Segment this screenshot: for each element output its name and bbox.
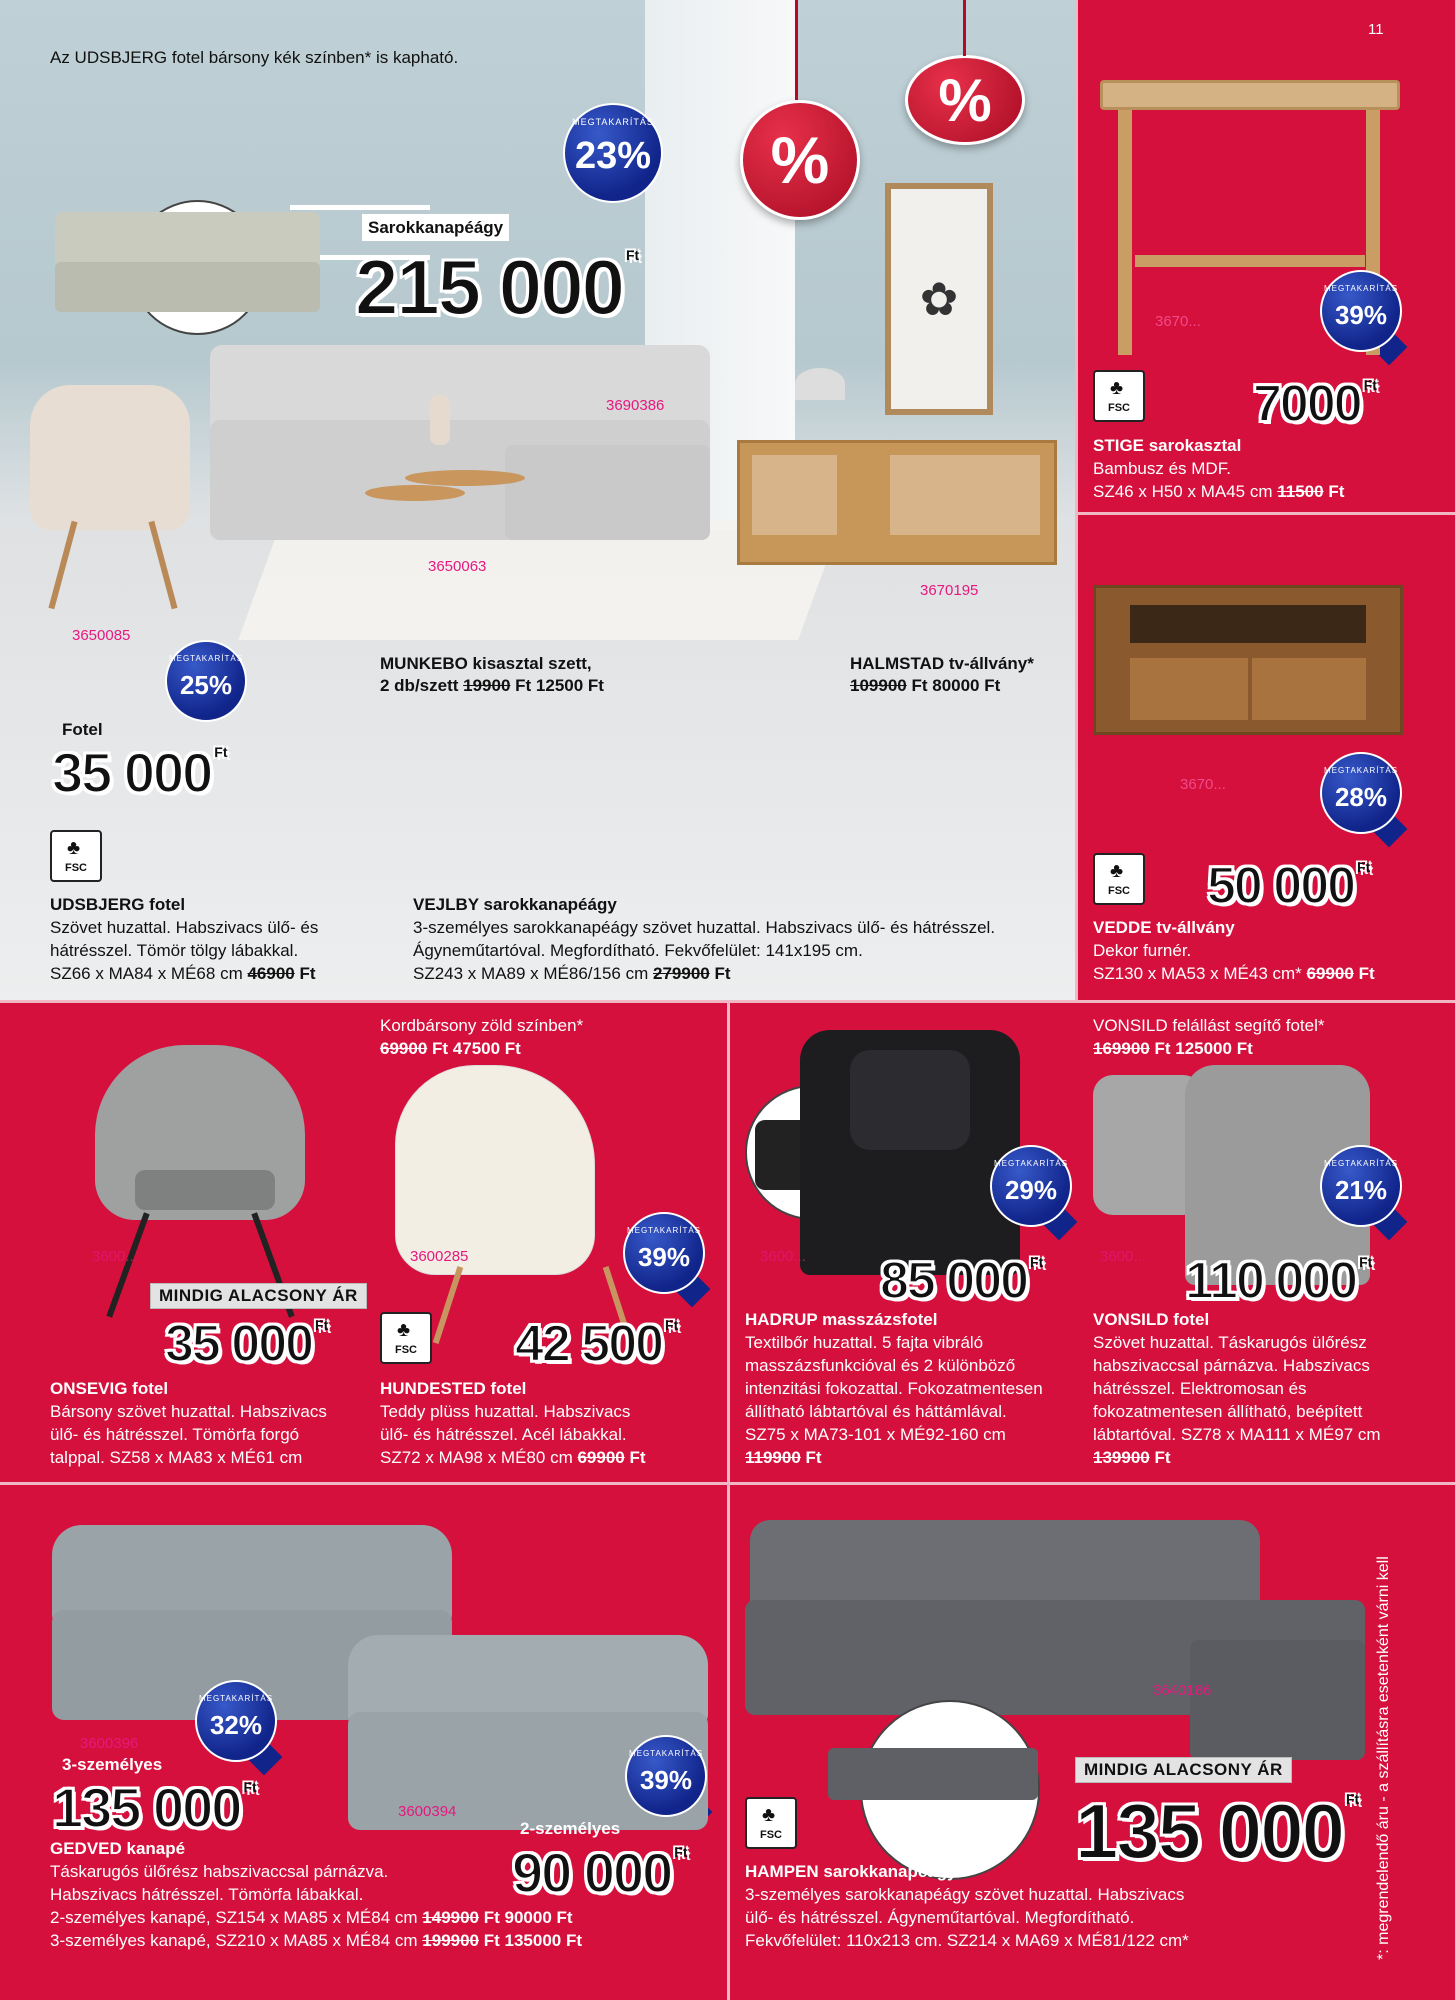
- sku: 3640186: [1153, 1682, 1212, 1699]
- hundested-dims: SZ72 x MA98 x MÉ80 cm 69900 Ft: [380, 1448, 646, 1467]
- fsc-logo: ♣ FSC: [50, 830, 102, 882]
- rattan-door: [752, 455, 837, 535]
- hadrup-headrest: [850, 1050, 970, 1150]
- badge-label: MEGTAKARÍTÁS: [572, 117, 654, 127]
- sofa-chaise: [505, 445, 710, 540]
- hadrup-desc: állítható lábtartóval és háttámlával.: [745, 1402, 1007, 1421]
- udsbjerg-name: UDSBJERG fotel: [50, 895, 186, 914]
- gedved-row-3seat: 3-személyes kanapé, SZ210 x MA85 x MÉ84 cm 199900 Ft 135000 Ft: [50, 1931, 583, 1950]
- flower-icon: ✿: [891, 189, 987, 409]
- hadrup-price: 85 000 $^{Ft}$: [880, 1252, 1044, 1310]
- halmstad-name: HALMSTAD tv-állvány*: [850, 654, 1034, 673]
- vedde-discount-badge: [1320, 752, 1402, 834]
- tag-string: [795, 0, 798, 100]
- gedved3-discount-badge: [195, 1680, 277, 1762]
- vedde-shelf: [1130, 605, 1366, 643]
- sofabed-label: Sarokkanapéágy: [362, 214, 509, 241]
- stige-dims: SZ46 x H50 x MA45 cm 11500 Ft: [1093, 482, 1345, 501]
- hundested-note: Kordbársony zöld színben*: [380, 1016, 584, 1035]
- vonsild-discount-badge: [1320, 1145, 1402, 1227]
- vonsild-note-price: 169900 Ft 125000 Ft: [1093, 1039, 1253, 1058]
- hundested-chair-shape: [395, 1065, 595, 1275]
- sku: 3650063: [428, 558, 487, 575]
- rattan-door: [890, 455, 1040, 535]
- percent-tag: [740, 100, 860, 220]
- tree-icon: ♣: [1110, 860, 1124, 882]
- gedved-name: GEDVED kanapé: [50, 1839, 186, 1858]
- vedde-desc: Dekor furnér.: [1093, 941, 1192, 960]
- chair-label: Fotel: [62, 720, 103, 739]
- fsc-logo: ♣ FSC: [745, 1797, 797, 1849]
- hundested-note-price: 69900 Ft 47500 Ft: [380, 1039, 521, 1058]
- vedde-price: 50 000 $^{Ft}$: [1207, 857, 1371, 915]
- badge-value: 21%: [1334, 1175, 1388, 1205]
- coffee-table: [405, 470, 525, 486]
- gedved2-price: 90 000 $^{Ft}$: [512, 1841, 688, 1904]
- badge-label: MEGTAKARÍTÁS: [1323, 766, 1399, 775]
- hampen-desc: ülő- és hátrésszel. Ágyneműtartóval. Megfordítható.: [745, 1908, 1135, 1927]
- badge-label: MEGTAKARÍTÁS: [626, 1226, 702, 1235]
- chair-leg: [106, 1212, 149, 1317]
- hampen-chaise: [1190, 1640, 1365, 1760]
- wall-shelf: [290, 205, 430, 210]
- badge-label: MEGTAKARÍTÁS: [1323, 1159, 1399, 1168]
- sku: 3600394: [398, 1803, 457, 1820]
- vejlby-desc: 3-személyes sarokkanapéágy szövet huzattal. Habszivacs ülő- és hátrésszel.: [413, 918, 996, 937]
- divider: [0, 1482, 1455, 1485]
- tree-icon: ♣: [67, 837, 81, 859]
- gedved-desc: Habszivacs hátrésszel. Tömörfa lábakkal.: [50, 1885, 364, 1904]
- gedved2-discount-badge: [625, 1735, 707, 1817]
- sku: 3600...: [92, 1248, 138, 1265]
- stige-name: STIGE sarokasztal: [1093, 436, 1242, 455]
- hero-room-photo: [0, 0, 1075, 1000]
- sku: 3600396: [80, 1735, 139, 1752]
- udsbjerg-dims: SZ66 x MA84 x MÉ68 cm 46900 Ft: [50, 964, 316, 983]
- stige-rail: [1135, 255, 1365, 267]
- munkebo-price-line: 2 db/szett 19900 Ft 12500 Ft: [380, 676, 604, 695]
- tag-string: [963, 0, 966, 56]
- page-number: 11: [1368, 21, 1384, 38]
- munkebo-name: MUNKEBO kisasztal szett,: [380, 654, 592, 673]
- vedde-drawer: [1252, 658, 1366, 720]
- badge-label: MEGTAKARÍTÁS: [198, 1694, 274, 1703]
- chair-leg: [433, 1266, 463, 1344]
- percent-tag: [905, 55, 1025, 145]
- vase: [430, 395, 450, 445]
- hadrup-desc: masszázsfunkcióval és 2 különböző: [745, 1356, 1016, 1375]
- hampen-name: HAMPEN sarokkanapéágy: [745, 1862, 957, 1881]
- chair-discount-badge: [165, 640, 247, 722]
- badge-value: 32%: [209, 1710, 263, 1740]
- vedde-name: VEDDE tv-állvány: [1093, 918, 1235, 937]
- hundested-price: 42 500 $^{Ft}$: [515, 1315, 679, 1373]
- stige-table-top: [1100, 80, 1400, 110]
- sofabed-discount-badge: [563, 103, 663, 203]
- divider: [1075, 0, 1078, 1000]
- lamp: [795, 368, 845, 400]
- onsevig-desc: Bársony szövet huzattal. Habszivacs: [50, 1402, 327, 1421]
- vejlby-name: VEJLBY sarokkanapéágy: [413, 895, 617, 914]
- badge-value: 39%: [637, 1242, 691, 1272]
- sku: 3690386: [606, 397, 665, 414]
- tree-icon: ♣: [1110, 377, 1124, 399]
- stige-price: 7000 $^{Ft}$: [1253, 375, 1377, 433]
- chair-price: 35 000 $^{Ft}$: [52, 741, 228, 804]
- badge-value: 25%: [179, 670, 233, 700]
- hampen-price: 135 000 $^{Ft}$: [1075, 1787, 1360, 1875]
- sku: 3600...: [760, 1248, 806, 1265]
- hampen-desc: 3-személyes sarokkanapéágy szövet huzattal. Habszivacs: [745, 1885, 1185, 1904]
- stige-leg: [1118, 110, 1132, 355]
- fsc-logo: ♣ FSC: [380, 1312, 432, 1364]
- sku: 3670...: [1180, 776, 1226, 793]
- vonsild-name: VONSILD fotel: [1093, 1310, 1210, 1329]
- vonsild-desc: lábtartóval. SZ78 x MA111 x MÉ97 cm: [1093, 1425, 1381, 1444]
- hundested-discount-badge: [623, 1212, 705, 1294]
- fsc-logo: ♣ FSC: [1093, 853, 1145, 905]
- hadrup-old-price: 119900 Ft: [745, 1448, 822, 1467]
- hundested-name: HUNDESTED fotel: [380, 1379, 527, 1398]
- vejlby-desc: Ágyneműtartóval. Megfordítható. Fekvőfelület: 141x195 cm.: [413, 941, 863, 960]
- stige-discount-badge: [1320, 270, 1402, 352]
- coffee-table: [365, 485, 465, 501]
- stige-desc: Bambusz és MDF.: [1093, 459, 1231, 478]
- udsbjerg-chair-shape: [30, 385, 190, 530]
- udsbjerg-desc: Szövet huzattal. Habszivacs ülő- és: [50, 918, 319, 937]
- udsbjerg-desc: hátrésszel. Tömör tölgy lábakkal.: [50, 941, 299, 960]
- hero-note: Az UDSBJERG fotel bársony kék színben* is kapható.: [50, 48, 459, 67]
- hampen-inset-shape: [828, 1748, 1038, 1800]
- badge-value: 28%: [1334, 782, 1388, 812]
- hadrup-name: HADRUP masszázsfotel: [745, 1310, 938, 1329]
- badge-label: MEGTAKARÍTÁS: [993, 1159, 1069, 1168]
- vonsild-desc: hátrésszel. Elektromosan és: [1093, 1379, 1307, 1398]
- hadrup-discount-badge: [990, 1145, 1072, 1227]
- delivery-footnote: *: megrendelendő áru - a szállításra esetenként várni kell: [1375, 1556, 1392, 1960]
- onsevig-desc: talppal. SZ58 x MA83 x MÉ61 cm: [50, 1448, 303, 1467]
- gedved2-label: 2-személyes: [520, 1819, 621, 1838]
- poster-frame: [885, 183, 993, 415]
- vonsild-price: 110 000 $^{Ft}$: [1185, 1252, 1373, 1310]
- tree-icon: ♣: [762, 1804, 776, 1826]
- hadrup-desc: SZ75 x MA73-101 x MÉ92-160 cm: [745, 1425, 1006, 1444]
- vonsild-desc: habszivaccsal párnázva. Habszivacs: [1093, 1356, 1370, 1375]
- vedde-drawer: [1130, 658, 1248, 720]
- sku: 3670195: [920, 582, 979, 599]
- hundested-desc: ülő- és hátrésszel. Acél lábakkal.: [380, 1425, 627, 1444]
- hadrup-desc: Textilbőr huzattal. 5 fajta vibráló: [745, 1333, 984, 1352]
- sku: 3670...: [1155, 313, 1201, 330]
- gedved-row-2seat: 2-személyes kanapé, SZ154 x MA85 x MÉ84 cm 149900 Ft 90000 Ft: [50, 1908, 573, 1927]
- gedved3-price: 135 000 $^{Ft}$: [52, 1776, 257, 1839]
- sku: 3600...: [1100, 1248, 1146, 1265]
- vonsild-desc: Szövet huzattal. Táskarugós ülőrész: [1093, 1333, 1367, 1352]
- halmstad-price-line: 109900 Ft 80000 Ft: [850, 676, 1001, 695]
- onsevig-price: 35 000 $^{Ft}$: [165, 1315, 329, 1373]
- low-price-label: MINDIG ALACSONY ÁR: [1075, 1757, 1292, 1783]
- percent-icon: %: [938, 67, 992, 134]
- divider: [727, 1000, 730, 2000]
- vejlby-dims: SZ243 x MA89 x MÉ86/156 cm 279900 Ft: [413, 964, 731, 983]
- onsevig-seat: [135, 1170, 275, 1210]
- gedved-desc: Táskarugós ülőrész habszivaccsal párnázva.: [50, 1862, 389, 1881]
- percent-icon: %: [770, 123, 830, 197]
- onsevig-desc: ülő- és hátrésszel. Tömörfa forgó: [50, 1425, 300, 1444]
- vonsild-note: VONSILD felállást segítő fotel*: [1093, 1016, 1325, 1035]
- badge-value: 39%: [639, 1765, 693, 1795]
- vedde-dims: SZ130 x MA53 x MÉ43 cm* 69900 Ft: [1093, 964, 1375, 983]
- low-price-label: MINDIG ALACSONY ÁR: [150, 1283, 367, 1309]
- vonsild-desc: fokozatmentesen állítható, beépített: [1093, 1402, 1363, 1421]
- badge-value: 29%: [1004, 1175, 1058, 1205]
- gedved3-label: 3-személyes: [62, 1755, 163, 1774]
- hadrup-desc: intenzitási fokozattal. Fokozatmentesen: [745, 1379, 1043, 1398]
- badge-value: 23%: [574, 135, 652, 177]
- sofabed-price: 215 000 $^{Ft}$: [355, 243, 640, 331]
- fsc-logo: ♣ FSC: [1093, 370, 1145, 422]
- hundested-desc: Teddy plüss huzattal. Habszivacs: [380, 1402, 631, 1421]
- divider: [1075, 512, 1455, 515]
- sku: 3650085: [72, 627, 131, 644]
- badge-label: MEGTAKARÍTÁS: [1323, 284, 1399, 293]
- badge-label: MEGTAKARÍTÁS: [168, 654, 244, 663]
- badge-label: MEGTAKARÍTÁS: [628, 1749, 704, 1758]
- badge-value: 39%: [1334, 300, 1388, 330]
- sofabed-seat: [55, 262, 320, 312]
- vonsild-old-price: 139900 Ft: [1093, 1448, 1171, 1467]
- onsevig-name: ONSEVIG fotel: [50, 1379, 169, 1398]
- tree-icon: ♣: [397, 1319, 411, 1341]
- hampen-desc: Fekvőfelület: 110x213 cm. SZ214 x MA69 x MÉ81/122 cm*: [745, 1931, 1189, 1950]
- sku: 3600285: [410, 1248, 469, 1265]
